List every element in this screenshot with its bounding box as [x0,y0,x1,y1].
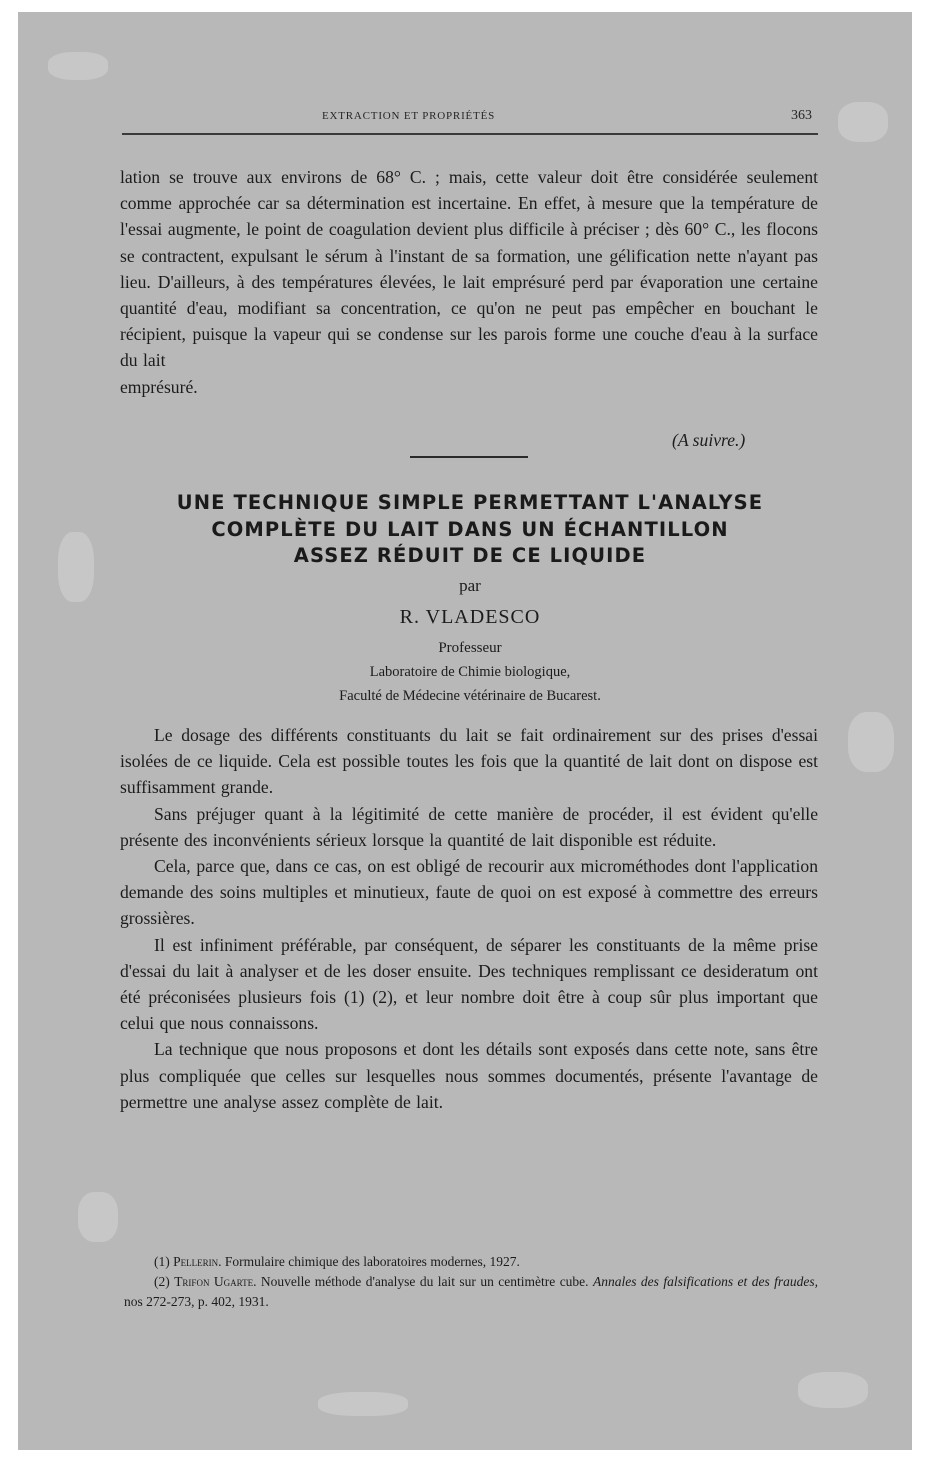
footnote-reference: nos 272-273, p. 402, 1931. [124,1294,269,1309]
title-line: ASSEZ RÉDUIT DE CE LIQUIDE [293,544,647,567]
scan-speck [78,1192,118,1242]
footnote-author: Trifon Ugarte. [174,1274,257,1289]
author-name: R. VLADESCO [399,606,541,628]
body-paragraph: Sans préjuger quant à la légitimité de cette manière de procéder, il est évident qu'elle présente des inconvénients sérieux lorsque la quantité de lait disponible est réduite. [120,803,818,850]
footnotes [124,1252,818,1312]
scan-speck [848,712,894,772]
continuation-last-word: emprésuré. [120,376,198,397]
footnote-mark: (2) [154,1274,170,1289]
scan-speck [318,1392,408,1416]
running-title: EXTRACTION ET PROPRIÉTÉS [322,110,496,122]
body-paragraph: La technique que nous proposons et dont les détails sont exposés dans cette note, sans être plus compliquée que celles sur lesquelles nous sommes documentés, présente l'avantage de permettre une analyse assez complète de lait. [120,1039,818,1112]
title-line: UNE TECHNIQUE SIMPLE PERMETTANT L'ANALYSE [176,491,764,514]
footnote [124,1272,818,1312]
scan-speck [58,532,94,602]
footnote-journal: Annales des falsifications et des fraudes, [593,1274,819,1289]
author-faculty: Faculté de Médecine vétérinaire de Bucarest. [339,688,601,704]
page-header [122,108,816,130]
scan-speck [838,102,888,142]
footnote-author: Pellerin. [173,1254,222,1269]
body-paragraph: Il est infiniment préférable, par conséquent, de séparer les constituants de la même prise d'essai du lait à analyser et de les doser ensuite. Des techniques remplissant ce desideratum ont été préconisées plusieurs fois (1) (2), et leur nombre doit être à coup sûr plus important que celui que nous connaissons. [120,934,818,1034]
footnote-text: Formulaire chimique des laboratoires modernes, 1927. [224,1254,520,1269]
scan-speck [798,1372,868,1408]
author-laboratory: Laboratoire de Chimie biologique, [369,664,571,680]
byline-par: par [459,576,481,595]
body-paragraph: Cela, parce que, dans ce cas, on est obligé de recourir aux microméthodes dont l'application demande des soins multiples et minutieux, faute de quoi on est exposé à commettre des erreurs grossières. [120,856,818,929]
page-number: 363 [791,108,812,123]
to-be-continued: (A suivre.) [672,430,746,450]
footnote-mark: (1) [154,1254,170,1269]
scan-speck [48,52,108,80]
footnote [124,1252,818,1272]
article-title [110,490,830,570]
article-body [120,722,818,1115]
author-role: Professeur [438,640,502,656]
title-line: COMPLÈTE DU LAIT DANS UN ÉCHANTILLON [211,517,729,541]
continuation-paragraph [120,164,818,400]
header-rule [122,133,818,135]
continuation-text: lation se trouve aux environs de 68° C. ; mais, cette valeur doit être considérée seulement comme approchée car sa détermination est incertaine. En effet, à mesure que la température de l'essai augmente, le point de coagulation devient plus difficile à préciser ; dès 60° C., les flocons se contractent, expulsant le sérum à l'instant de sa formation, une gélification nette n'ayant pas lieu. D'ailleurs, à des températures élevées, le lait emprésuré perd par évaporation une certaine quantité d'eau, modifiant sa concentration, ce qu'on ne peut pas empêcher en bouchant le récipient, puisque la vapeur qui se condense sur les parois forme une couche d'eau à la surface du lait [120,167,818,371]
section-separator [410,456,528,458]
body-paragraph: Le dosage des différents constituants du lait se fait ordinairement sur des prises d'essai isolées de ce liquide. Cela est possible toutes les fois que la quantité de lait dont on dispose est suffisamment grande. [120,725,818,798]
footnote-text: Nouvelle méthode d'analyse du lait sur un centimètre cube. [260,1274,589,1289]
